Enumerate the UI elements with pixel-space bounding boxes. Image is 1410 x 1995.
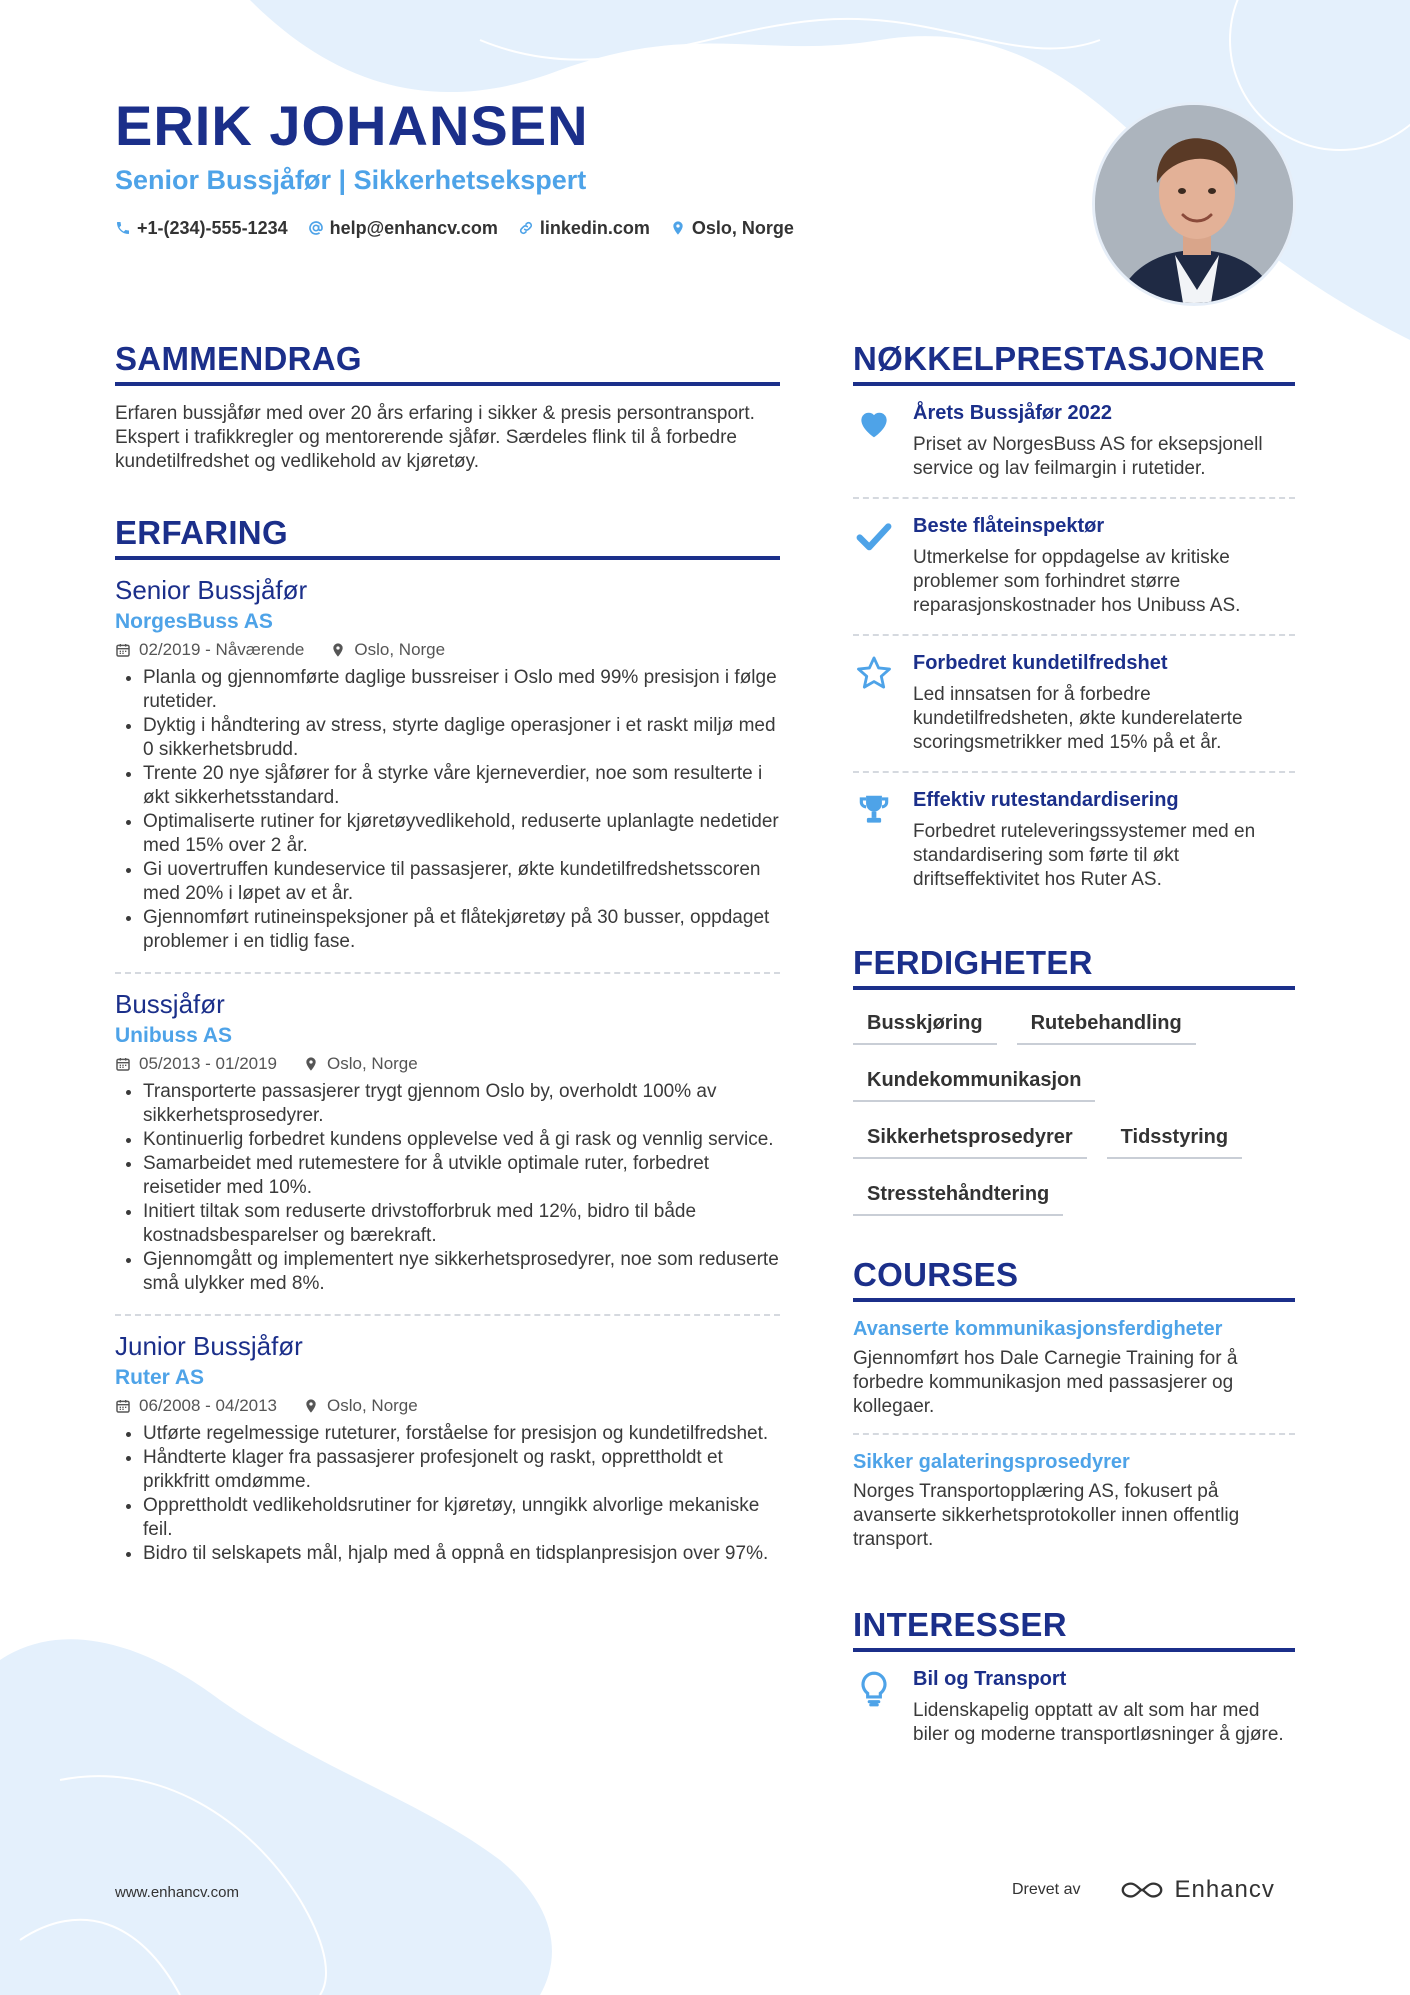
bullet-item: • Transporterte passasjerer trygt gjennom Oslo by, overholdt 100% av sikkerhetsprosedyrer. [143, 1080, 780, 1128]
experience-entry [115, 974, 780, 1316]
interests-section [853, 1606, 1295, 1763]
course-text: Gjennomført hos Dale Carnegie Training for å forbedre kommunikasjon med passasjerer og kollegaer. [853, 1348, 1238, 1417]
experience-entry [115, 560, 780, 974]
location-icon [303, 1398, 319, 1414]
achievements-heading: NØKKELPRESTASJONER [853, 340, 1295, 386]
phone-text: +1-(234)-555-1234 [137, 217, 288, 238]
contact-phone[interactable] [115, 218, 288, 239]
contact-linkedin[interactable] [518, 218, 650, 239]
skills-list [853, 1006, 1295, 1216]
achievement-item [853, 386, 1295, 499]
email-text: help@enhancv.com [329, 217, 498, 238]
candidate-tagline: Senior Bussjåfør | Sikkerhetsekspert [115, 164, 587, 195]
achievement-text: Priset av NorgesBuss AS for eksepsjonell service og lav feilmargin i rutetider. [913, 434, 1263, 479]
job-bullets [115, 1080, 780, 1296]
calendar-icon [115, 642, 131, 658]
job-title: Junior Bussjåfør [115, 1331, 303, 1361]
job-title: Bussjåfør [115, 989, 225, 1019]
achievement-item [853, 636, 1295, 773]
bullet-item: • Dyktig i håndtering av stress, styrte daglige operasjoner i et raskt miljø med 0 sikkerhetsbrudd. [143, 714, 780, 762]
job-location: Oslo, Norge [327, 1054, 418, 1073]
avatar-illustration [1095, 105, 1296, 306]
bullet-item: • Optimaliserte rutiner for kjøretøyvedlikehold, reduserte uplanlagte nedetider med 15% over 2 år. [143, 810, 780, 858]
bullet-item: • Håndterte klager fra passasjerer profesjonelt og raskt, opprettholdt et prikkfritt omdømme. [143, 1446, 780, 1494]
footer-branding [1012, 1876, 1275, 1904]
linkedin-text: linkedin.com [539, 217, 650, 238]
candidate-name: ERIK JOHANSEN [115, 94, 589, 157]
skill-tag: Rutebehandling [1017, 1006, 1196, 1045]
interest-text: Lidenskapelig opptatt av alt som har med biler og moderne transportløsninger å gjøre. [913, 1700, 1284, 1745]
achievement-item [853, 499, 1295, 636]
skill-tag: Stresstehåndtering [853, 1177, 1063, 1216]
link-icon [518, 220, 534, 236]
contact-email[interactable] [308, 218, 498, 239]
interest-item [853, 1652, 1295, 1763]
bullet-item: • Kontinuerlig forbedret kundens opplevelse ved å gi rask og vennlig service. [143, 1128, 780, 1152]
course-text: Norges Transportopplæring AS, fokusert på avanserte sikkerhetsprotokoller innen offentlig transport. [853, 1481, 1240, 1550]
bullet-item: • Samarbeidet med rutemestere for å utvikle optimale ruter, forbedret reisetider med 10%. [143, 1152, 780, 1200]
course-title: Sikker galateringsprosedyrer [853, 1451, 1130, 1473]
summary-text: Erfaren bussjåfør med over 20 års erfaring i sikker & presis persontransport. Ekspert i trafikkregler og mentorerende sjåfør. Særdeles flink til å forbedre kundetilfredshet og vedlikehold av kjøretøy. [115, 403, 755, 472]
course-item [853, 1302, 1295, 1435]
at-icon [308, 220, 324, 236]
job-dates: 05/2013 - 01/2019 [139, 1054, 278, 1073]
achievement-title: Årets Bussjåfør 2022 [913, 402, 1112, 424]
job-bullets [115, 666, 780, 954]
experience-heading: ERFARING [115, 514, 780, 560]
company-name: NorgesBuss AS [115, 610, 273, 633]
job-dates: 06/2008 - 04/2013 [139, 1396, 278, 1415]
contact-location [670, 218, 794, 239]
left-column [115, 340, 780, 1624]
calendar-icon [115, 1056, 131, 1072]
resume-header [115, 95, 1015, 239]
bullet-item: • Gjennomgått og implementert nye sikkerhetsprosedyrer, noe som reduserte små ulykker med 8%. [143, 1248, 780, 1296]
star-icon [855, 654, 893, 692]
achievement-item [853, 773, 1295, 908]
skills-heading: FERDIGHETER [853, 944, 1295, 990]
job-location: Oslo, Norge [327, 1396, 418, 1415]
courses-heading: COURSES [853, 1256, 1295, 1302]
check-icon [855, 517, 893, 555]
skills-section [853, 944, 1295, 1216]
achievement-title: Effektiv rutestandardisering [913, 789, 1179, 811]
trophy-icon [855, 791, 893, 829]
bullet-item: • Opprettholdt vedlikeholdsrutiner for kjøretøy, unngikk alvorlige mekaniske feil. [143, 1494, 780, 1542]
course-item [853, 1435, 1295, 1566]
bullet-item: • Planla og gjennomførte daglige bussreiser i Oslo med 99% presisjon i følge rutetider. [143, 666, 780, 714]
job-location: Oslo, Norge [354, 640, 446, 659]
summary-section [115, 340, 780, 474]
bullet-item: • Gi uovertruffen kundeservice til passasjerer, økte kundetilfredshetsscoren med 20% i løpet av et år. [143, 858, 780, 906]
brand-logo[interactable] [1120, 1876, 1274, 1904]
job-dates: 02/2019 - Nåværende [139, 640, 305, 659]
bullet-item: • Trente 20 nye sjåfører for å styrke våre kjerneverdier, noe som resulterte i økt sikkerhetsstandard. [143, 762, 780, 810]
location-text: Oslo, Norge [691, 217, 794, 238]
lightbulb-icon [855, 1670, 893, 1708]
achievement-text: Forbedret ruteleveringssystemer med en standardisering som førte til økt driftseffektivitet hos Ruter AS. [913, 821, 1256, 890]
location-icon [330, 642, 346, 658]
powered-by-label: Drevet av [1012, 1881, 1081, 1898]
bullet-item: • Bidro til selskapets mål, hjalp med å oppnå en tidsplanpresisjon over 97%. [143, 1542, 780, 1566]
job-meta [115, 1396, 780, 1416]
job-meta [115, 640, 780, 660]
course-title: Avanserte kommunikasjonsferdigheter [853, 1318, 1223, 1340]
location-icon [303, 1056, 319, 1072]
right-column [853, 340, 1295, 1803]
profile-photo [1092, 102, 1296, 306]
experience-section [115, 514, 780, 1584]
interests-heading: INTERESSER [853, 1606, 1295, 1652]
skill-tag: Kundekommunikasjon [853, 1063, 1095, 1102]
calendar-icon [115, 1398, 131, 1414]
company-name: Ruter AS [115, 1366, 205, 1389]
bullet-item: • Gjennomført rutineinspeksjoner på et flåtekjøretøy på 30 busser, oppdaget problemer i en tidlig fase. [143, 906, 780, 954]
achievement-text: Led innsatsen for å forbedre kundetilfredsheten, økte kunderelaterte scoringsmetrikker med 15% på et år. [913, 684, 1243, 753]
heart-icon [855, 404, 893, 442]
contact-bar [115, 218, 1015, 239]
interest-title: Bil og Transport [913, 1668, 1067, 1690]
location-icon [670, 220, 686, 236]
brand-name: Enhancv [1174, 1876, 1275, 1903]
skill-tag: Tidsstyring [1107, 1120, 1242, 1159]
footer-website[interactable]: www.enhancv.com [115, 1884, 239, 1901]
infinity-logo-icon [1120, 1879, 1164, 1901]
achievement-text: Utmerkelse for oppdagelse av kritiske problemer som forhindret større reparasjonskostnader hos Unibuss AS. [913, 547, 1241, 616]
experience-entry [115, 1316, 780, 1584]
bullet-item: • Initiert tiltak som reduserte drivstofforbruk med 12%, bidro til både kostnadsbesparelser og bærekraft. [143, 1200, 780, 1248]
job-bullets [115, 1422, 780, 1566]
summary-heading: SAMMENDRAG [115, 340, 780, 386]
achievements-section [853, 340, 1295, 908]
skill-tag: Busskjøring [853, 1006, 997, 1045]
bullet-item: • Utførte regelmessige ruteturer, forståelse for presisjon og kundetilfredshet. [143, 1422, 780, 1446]
phone-icon [115, 220, 131, 236]
achievement-title: Forbedret kundetilfredshet [913, 652, 1168, 674]
courses-section [853, 1256, 1295, 1566]
job-meta [115, 1054, 780, 1074]
company-name: Unibuss AS [115, 1024, 233, 1047]
job-title: Senior Bussjåfør [115, 575, 308, 605]
achievement-title: Beste flåteinspektør [913, 515, 1105, 537]
skill-tag: Sikkerhetsprosedyrer [853, 1120, 1087, 1159]
